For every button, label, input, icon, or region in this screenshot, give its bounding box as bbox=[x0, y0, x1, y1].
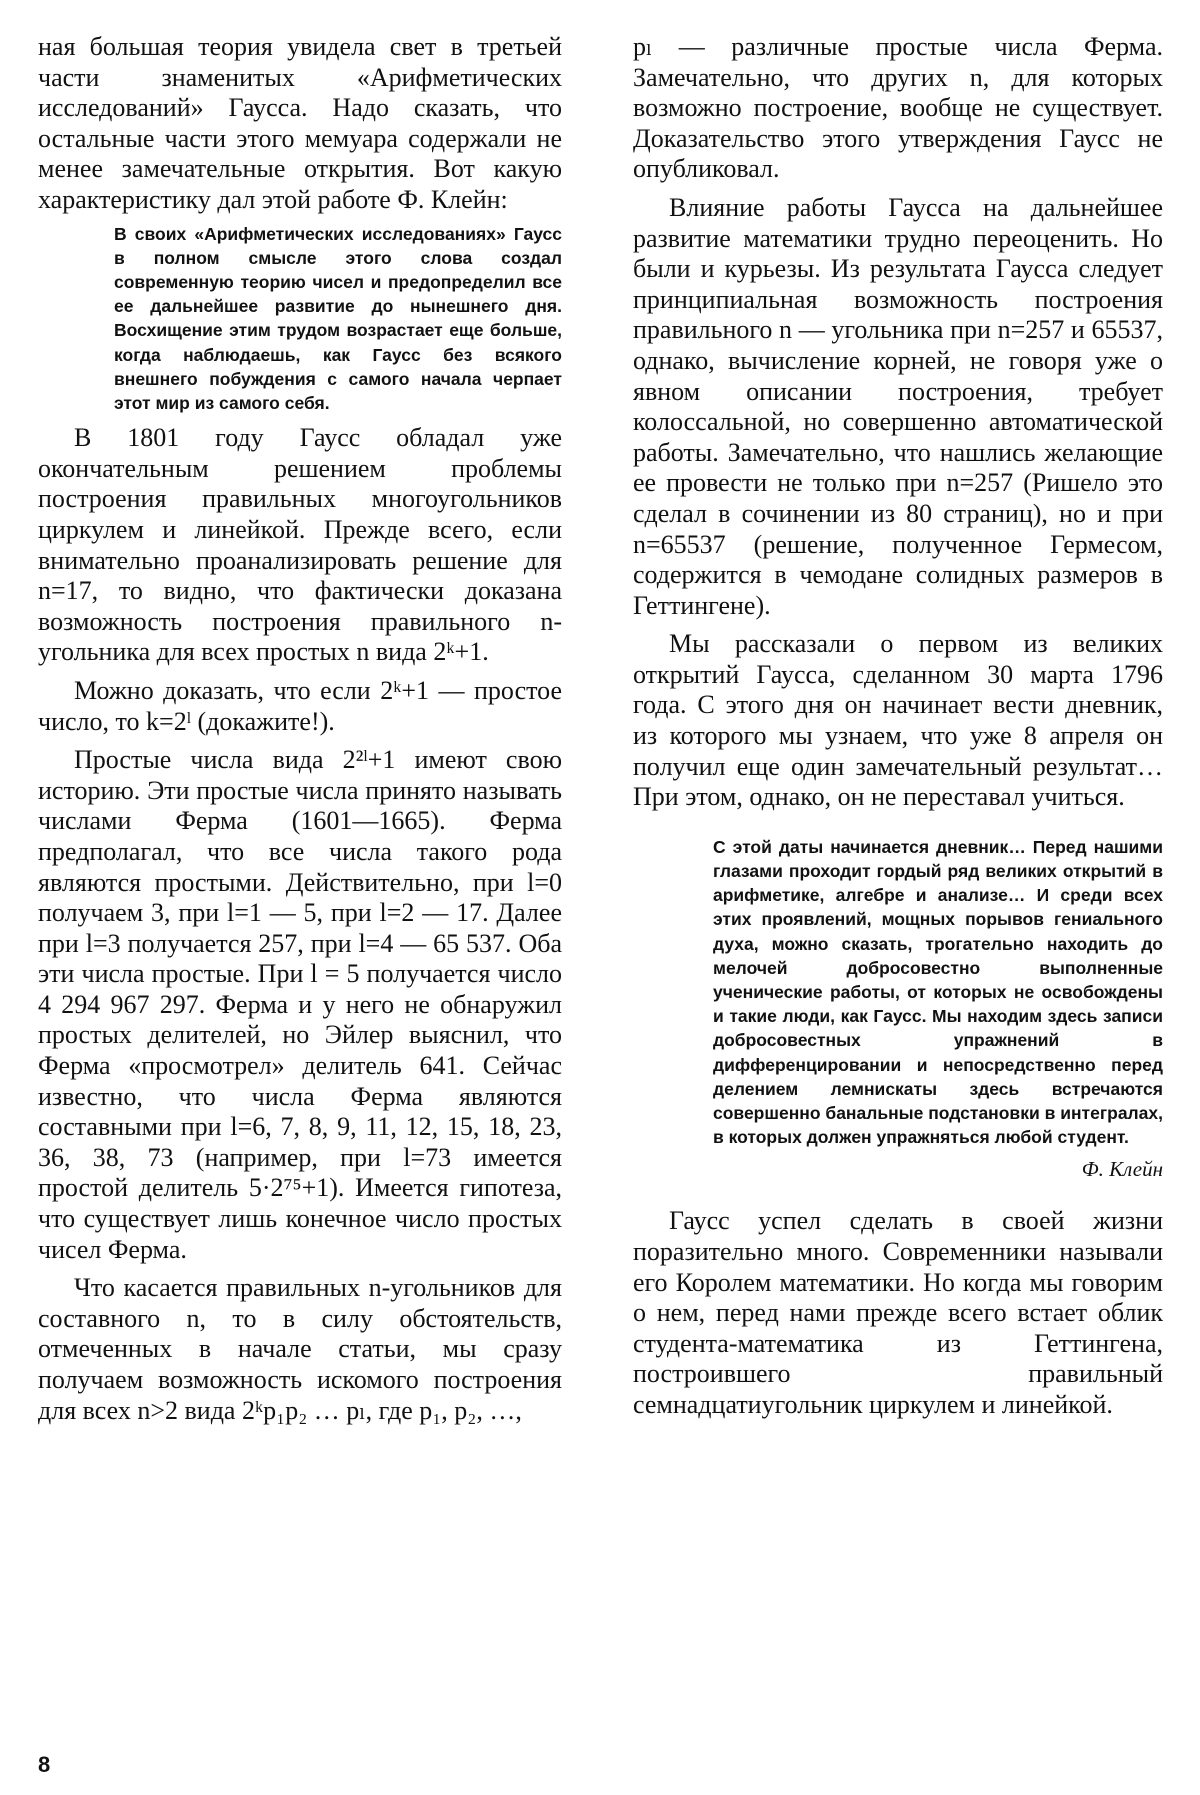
left-column bbox=[38, 32, 562, 1426]
right-column bbox=[633, 32, 1163, 1421]
paragraph: Что касается правильных n-угольников для составного n, то в силу обстоятельств, отмеченных в начале статьи, мы сразу получаем возможность искомого построения для всех n>2 вида 2ᵏp₁p₂ … pₗ, где p₁, p₂, …, bbox=[38, 1273, 562, 1425]
klein-quote: В своих «Арифметических исследованиях» Гаусс в полном смысле этого слова создал современную теорию чисел и предопределил все ее дальнейшее развитие до нынешнего дня. Восхищение этим трудом возрастает еще больше, когда наблюдаешь, как Гаусс без всякого внешнего побуждения с самого начала черпает этот мир из самого себя. bbox=[114, 223, 562, 413]
paragraph: В 1801 году Гаусс обладал уже окончательным решением проблемы построения правильных многоугольников циркулем и линейкой. Прежде всего, если внимательно проанализировать решение для n=17, то видно, что фактически доказана возможность построения правильного n-угольника для всех простых n вида 2ᵏ+1. bbox=[38, 423, 562, 667]
paragraph: Мы рассказали о первом из великих открытий Гаусса, сделанном 30 марта 1796 года. С этого дня он начинает вести дневник, из которого мы узнаем, что уже 8 апреля он получил еще один замечательный результат… При этом, однако, он не переставал учиться. bbox=[633, 629, 1163, 812]
paragraph: ная большая теория увидела свет в третьей части знаменитых «Арифметических исследований» Гаусса. Надо сказать, что остальные части этого мемуара содержали не менее замечательные открытия. Вот какую характеристику дал этой работе Ф. Клейн: bbox=[38, 32, 562, 214]
paragraph: pₗ — различные простые числа Ферма. Замечательно, что других n, для которых возможно построение, вообще не существует. Доказательство этого утверждения Гаусс не опубликовал. bbox=[633, 32, 1163, 184]
quote-attribution: Ф. Клейн bbox=[1081, 1157, 1163, 1182]
diary-quote: С этой даты начинается дневник… Перед нашими глазами проходит гордый ряд великих открытий в арифметике, алгебре и анализе… И среди всех этих проявлений, мощных порывов гениального духа, можно сказать, трогательно находить до мелочей добросовестно выполненные ученические работы, от которых не освобождены и такие люди, как Гаусс. Мы находим здесь записи добросовестных упражнений в дифференцировании и непосредственно перед делением лемнискаты здесь встречаются совершенно банальные подстановки в интегралах, в которых должен упражняться любой студент. bbox=[713, 836, 1163, 1148]
page-number: 8 bbox=[38, 1752, 51, 1777]
paragraph: Влияние работы Гаусса на дальнейшее развитие математики трудно переоценить. Но были и курьезы. Из результата Гаусса следует принципиальная возможность построения правильного n — угольника при n=257 и 65537, однако, вычисление корней, не говоря уже о явном описании построения, требует колоссальной, но совершенно автоматической работы. Замечательно, что нашлись желающие ее провести не только при n=257 (Ришело это сделал в сочинении из 80 страниц), но и при n=65537 (решение, полученное Гермесом, содержится в чемодане солидных размеров в Геттингене). bbox=[633, 192, 1163, 620]
paragraph: Можно доказать, что если 2ᵏ+1 — простое число, то k=2ˡ (докажите!). bbox=[38, 675, 562, 736]
paragraph: Простые числа вида 2²ˡ+1 имеют свою историю. Эти простые числа принято называть числами Ферма (1601—1665). Ферма предполагал, что все числа такого рода являются простыми. Действительно, при l=0 получаем 3, при l=1 — 5, при l=2 — 17. Далее при l=3 получается 257, при l=4 — 65 537. Оба эти числа простые. При l = 5 получается число 4 294 967 297. Ферма и у него не обнаружил простых делителей, но Эйлер выяснил, что Ферма «просмотрел» делитель 641. Сейчас известно, что числа Ферма являются составными при l=6, 7, 8, 9, 11, 12, 15, 18, 23, 36, 38, 73 (например, при l=73 имеется простой делитель 5·2⁷⁵+1). Имеется гипотеза, что существует лишь конечное число простых чисел Ферма. bbox=[38, 745, 562, 1264]
paragraph: Гаусс успел сделать в своей жизни поразительно много. Современники называли его Королем математики. Но когда мы говорим о нем, перед нами прежде всего встает облик студента-математика из Геттингена, построившего правильный семнадцатиугольник циркулем и линейкой. bbox=[633, 1206, 1163, 1420]
